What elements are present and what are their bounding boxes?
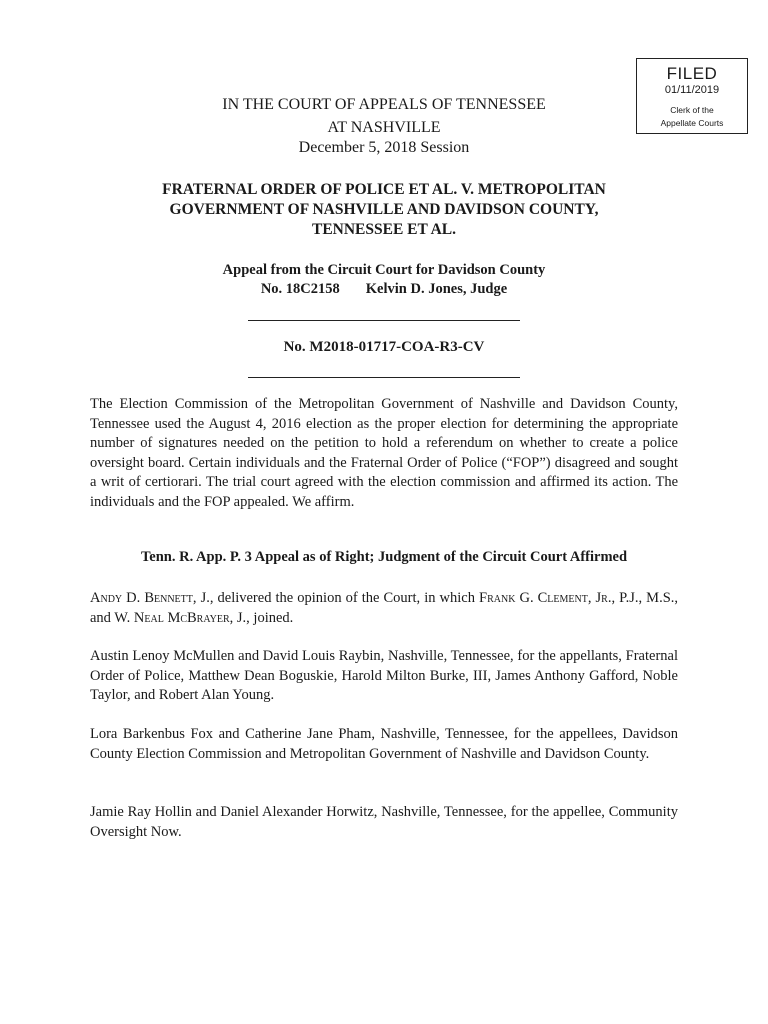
docket-number: No. M2018-01717-COA-R3-CV	[283, 339, 485, 355]
counsel-appellants: Austin Lenoy McMullen and David Louis Raybin, Nashville, Tennessee, for the appellants, Fraternal Order of Police, Matthew Dean Boguskie, Harold Milton Burke, III, James Anthony Gafford, Noble Taylor, and Robert Alan Young.	[90, 648, 678, 704]
court-location: AT NASHVILLE	[327, 119, 441, 136]
trial-case-number: No. 18C2158	[260, 281, 340, 297]
trial-judge: Kelvin D. Jones, Judge	[365, 281, 508, 297]
session-date: December 5, 2018 Session	[298, 139, 470, 156]
joiner1-title: , P.J., M.S., and W.	[90, 590, 679, 626]
caption-line3: TENNESSEE ET AL.	[311, 221, 457, 238]
case-summary: The Election Commission of the Metropolitan Government of Nashville and Davidson County, Tennessee used the August 4, 2016 election as the proper election for determining the appropriate number of signatures needed on the petition to hold a referendum on whether to create a police oversight board. Certain individuals and the Fraternal Order of Police (“FOP”) disagreed and sought a writ of certiorari. The trial court agreed with the election commission and affirmed its action. The individuals and the FOP appealed. We affirm.	[90, 396, 678, 510]
appeal-info	[0, 261, 768, 299]
stamp-clerk-line2: Appellate Courts	[660, 118, 724, 128]
appeal-court: Appeal from the Circuit Court for Davidson County	[222, 262, 546, 278]
author-suffix: , J., delivered the opinion of the Court, in which	[192, 590, 480, 606]
joiner1-sep: ,	[587, 590, 596, 606]
caption-line2: GOVERNMENT OF NASHVILLE AND DAVIDSON COUNTY,	[169, 201, 599, 218]
stamp-date: 01/11/2019	[664, 84, 720, 96]
opinion-authorship	[90, 589, 678, 628]
appeal-case-line	[0, 280, 768, 299]
caption-line1: FRATERNAL ORDER OF POLICE ET AL. V. METROPOLITAN	[162, 181, 606, 198]
counsel-appellee-con: Jamie Ray Hollin and Daniel Alexander Horwitz, Nashville, Tennessee, for the appellee, Community Oversight Now.	[90, 804, 678, 840]
joiner2-suffix: , J., joined.	[229, 609, 294, 626]
counsel-appellees: Lora Barkenbus Fox and Catherine Jane Pham, Nashville, Tennessee, for the appellees, Davidson County Election Commission and Metropolitan Government of Nashville and Davidson County.	[90, 726, 678, 762]
joining-judge-1: Frank G. Clement	[479, 590, 588, 606]
divider-bottom	[248, 377, 520, 378]
divider-top	[248, 320, 520, 321]
author-name: Andy D. Bennett	[90, 590, 193, 606]
joining-judge-2: Neal McBrayer	[133, 609, 230, 626]
joiner1-jr: Jr.	[595, 590, 612, 606]
stamp-title: FILED	[666, 64, 718, 83]
court-name: IN THE COURT OF APPEALS OF TENNESSEE	[222, 96, 546, 113]
disposition: Tenn. R. App. P. 3 Appeal as of Right; Judgment of the Circuit Court Affirmed	[140, 549, 628, 565]
stamp-clerk-line1: Clerk of the	[670, 105, 714, 115]
court-heading	[0, 94, 768, 138]
case-caption	[0, 180, 768, 240]
